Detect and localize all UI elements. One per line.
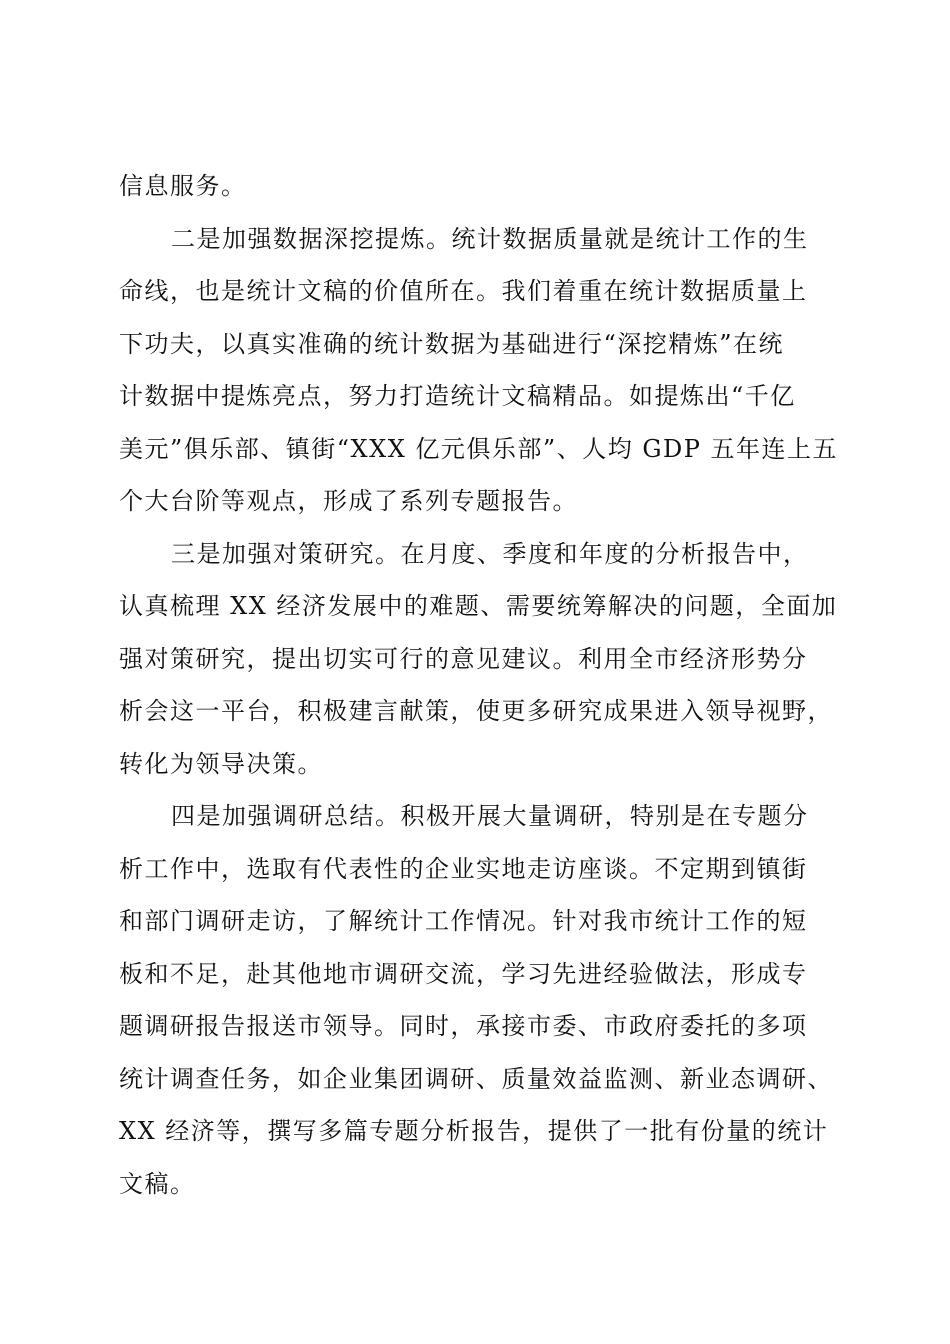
text-line: 转化为领导决策。 xyxy=(119,749,323,778)
text-line: 认真梳理 XX 经济发展中的难题、需要统筹解决的问题，全面加 xyxy=(119,592,838,620)
text-line: 命线，也是统计文稿的价值所在。我们着重在统计数据质量上 xyxy=(119,277,808,305)
text-line: 统计调查任务，如企业集团调研、质量效益监测、新业态调研、 xyxy=(119,1064,833,1093)
paragraph-start-line: 二是加强数据深挖提炼。统计数据质量就是统计工作的生 xyxy=(171,224,809,253)
paragraph-start-line: 三是加强对策研究。在月度、季度和年度的分析报告中， xyxy=(171,539,809,568)
text-line: XX 经济等，撰写多篇专题分析报告，提供了一批有份量的统计 xyxy=(119,1117,829,1145)
text-line: 析工作中，选取有代表性的企业实地走访座谈。不定期到镇街 xyxy=(119,854,808,883)
text-line: 强对策研究，提出切实可行的意见建议。利用全市经济形势分 xyxy=(119,644,808,673)
text-line: 美元”俱乐部、镇街“XXX 亿元俱乐部”、人均 GDP 五年连上五 xyxy=(119,434,839,463)
text-line: 板和不足，赴其他地市调研交流，学习先进经验做法，形成专 xyxy=(119,959,808,988)
text-line: 和部门调研走访，了解统计工作情况。针对我市统计工作的短 xyxy=(119,907,808,935)
paragraph-start-line: 四是加强调研总结。积极开展大量调研，特别是在专题分 xyxy=(171,802,809,830)
text-line: 题调研报告报送市领导。同时，承接市委、市政府委托的多项 xyxy=(119,1012,808,1040)
text-line: 文稿。 xyxy=(119,1169,196,1198)
text-line: 信息服务。 xyxy=(119,172,247,200)
document-body xyxy=(119,160,839,1210)
text-line: 计数据中提炼亮点，努力打造统计文稿精品。如提炼出“千亿 xyxy=(119,382,796,410)
text-line: 析会这一平台，积极建言献策，使更多研究成果进入领导视野， xyxy=(119,697,833,725)
text-line: 下功夫，以真实准确的统计数据为基础进行“深挖精炼”在统 xyxy=(119,329,785,358)
text-line: 个大台阶等观点，形成了系列专题报告。 xyxy=(119,487,578,515)
